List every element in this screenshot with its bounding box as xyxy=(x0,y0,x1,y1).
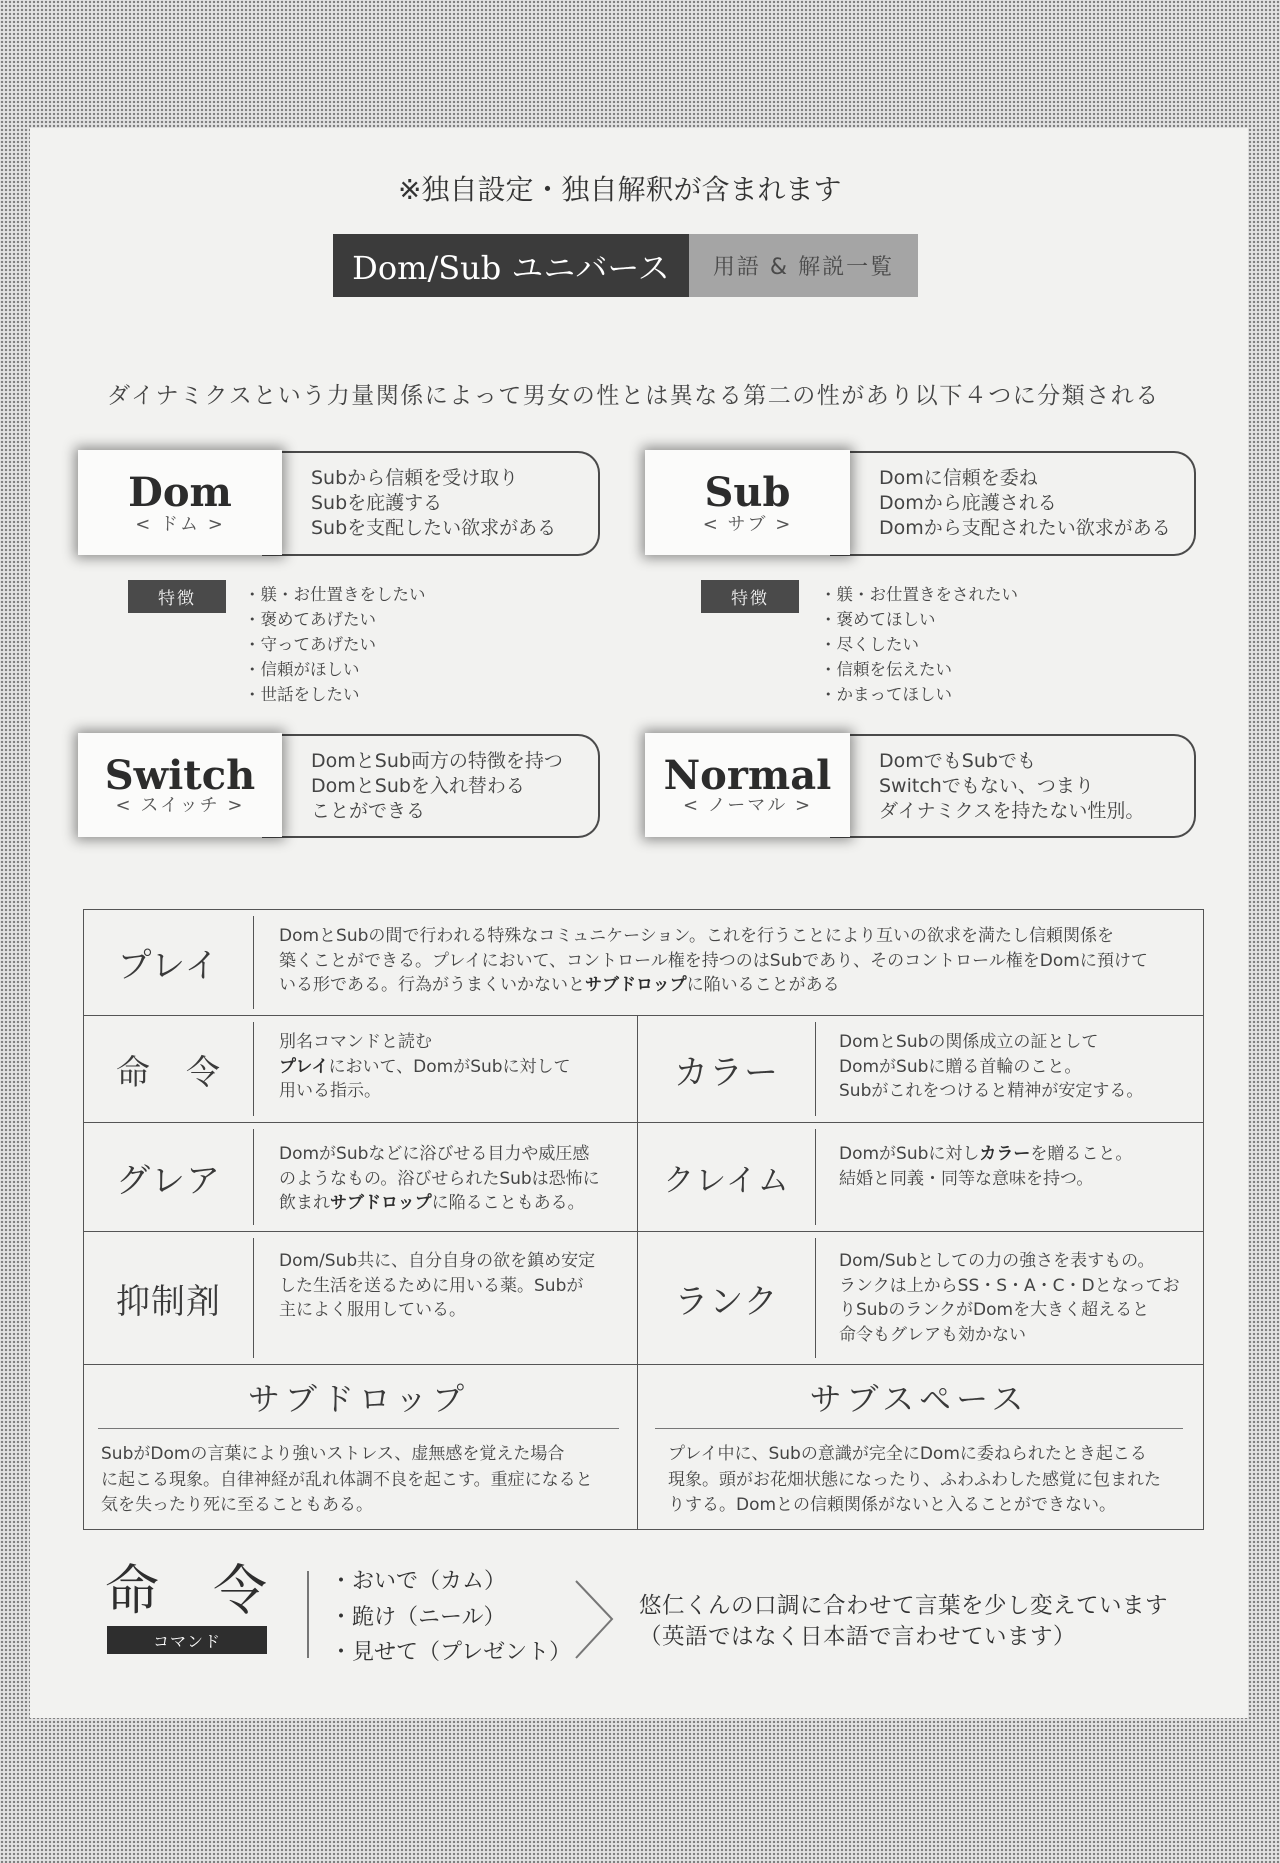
dynamic-name: Sub xyxy=(704,469,791,516)
dynamic-reading: < ノーマル > xyxy=(682,795,813,816)
dynamic-reading: < サブ > xyxy=(702,514,793,535)
description-line xyxy=(279,1055,571,1080)
glossary-description xyxy=(279,1249,595,1323)
description-line: Domから庇護される xyxy=(879,492,1057,514)
description-line: Domに信頼を委ね xyxy=(879,467,1038,489)
description-line: 命令もグレアも効かない xyxy=(839,1324,1026,1345)
title-banner-main: Dom/Sub ユニバース xyxy=(333,234,689,297)
title-banner-sub: 用語 & 解説一覧 xyxy=(689,234,918,297)
description-line: 別名コマンドと読む xyxy=(279,1032,432,1052)
description-line: Subを庇護する xyxy=(311,492,443,514)
command-item: ・おいで（カム） xyxy=(330,1569,507,1594)
command-title: 命 令 xyxy=(105,1559,267,1622)
glossary-cell-command xyxy=(84,1016,637,1122)
bold-term: サブドロップ xyxy=(585,975,687,995)
description-line: プレイ中に、Subの意識が完全にDomに委ねられたとき起こる xyxy=(668,1444,1147,1464)
dynamic-label-normal xyxy=(645,733,850,837)
glossary-row xyxy=(84,1122,1203,1231)
description-line: Subがこれをつけると精神が安定する。 xyxy=(839,1081,1144,1101)
description-line: 気を失ったり死に至ることもある。 xyxy=(101,1495,373,1515)
description-lines xyxy=(879,466,1171,541)
description-line: 結婚と同義・同等な意味を持つ。 xyxy=(839,1168,1094,1189)
dynamic-label-dom xyxy=(78,450,282,555)
description-line: DomとSubを入れ替わる xyxy=(311,775,525,797)
glossary-term: グレア xyxy=(84,1129,254,1225)
trait-item: ・躾・お仕置きをされたい xyxy=(820,585,1018,604)
description-line: 現象。頭がお花畑状態になったり、ふわふわした感覚に包まれた xyxy=(668,1469,1161,1490)
glossary-row xyxy=(84,1364,1203,1529)
dynamic-name: Switch xyxy=(104,752,256,799)
glossary-term: カラー xyxy=(638,1022,816,1116)
dynamic-description-normal xyxy=(830,734,1196,838)
description-line: りする。Domとの信頼関係がないと入ることができない。 xyxy=(668,1495,1117,1515)
text-segment: に陥いることがある xyxy=(686,975,840,995)
glossary-term: ランク xyxy=(638,1238,816,1358)
bold-term: サブドロップ xyxy=(330,1193,432,1213)
text-segment: DomがSubに対し xyxy=(839,1144,980,1164)
description-line: Subから信頼を受け取り xyxy=(311,467,519,489)
glossary-cell-glare xyxy=(84,1123,637,1231)
glossary-term: クレイム xyxy=(638,1129,816,1225)
glossary-description xyxy=(101,1442,593,1519)
description-line: Dom/Subとしての力の強さを表すもの。 xyxy=(839,1251,1155,1271)
trait-item: ・世話をしたい xyxy=(244,685,360,704)
glossary-cell-claim xyxy=(637,1123,1203,1231)
disclaimer-note: ※独自設定・独自解釈が含まれます xyxy=(398,173,842,206)
description-lines xyxy=(879,749,1144,824)
dynamic-label-switch xyxy=(78,733,282,837)
traits-badge-sub: 特徴 xyxy=(701,580,799,613)
glossary-description xyxy=(839,1142,1132,1191)
description-line: ランクは上からSS・S・A・C・Dとなってお xyxy=(839,1275,1180,1296)
glossary-heading: サブドロップ xyxy=(98,1379,619,1429)
glossary-description xyxy=(279,1142,600,1216)
glossary-cell-rank xyxy=(637,1232,1203,1364)
description-lines xyxy=(311,749,563,824)
bold-term: プレイ xyxy=(279,1056,329,1077)
dynamic-description-switch xyxy=(262,734,600,838)
trait-item: ・守ってあげたい xyxy=(244,635,376,654)
command-list xyxy=(330,1564,571,1671)
glossary-description xyxy=(279,924,1148,998)
trait-item: ・信頼を伝えたい xyxy=(820,660,952,679)
text-segment: を贈ること。 xyxy=(1030,1144,1133,1164)
glossary-description xyxy=(668,1442,1161,1519)
description-line: ことができる xyxy=(311,800,426,822)
description-line: Subを支配したい欲求がある xyxy=(311,517,557,539)
description-line: 主によく服用している。 xyxy=(279,1300,466,1320)
text-segment: において、DomがSubに対して xyxy=(328,1056,571,1077)
description-line: に起こる現象。自律神経が乱れ体調不良を起こす。重症になると xyxy=(101,1469,593,1490)
note-line: 悠仁くんの口調に合わせて言葉を少し変えています xyxy=(639,1593,1169,1619)
trait-item: ・褒めてほしい xyxy=(820,610,936,629)
chevron-right-icon xyxy=(570,1575,620,1665)
trait-item: ・信頼がほしい xyxy=(244,660,360,679)
description-line xyxy=(279,1191,600,1216)
glossary-term: 命 令 xyxy=(84,1022,254,1116)
description-line: Dom/Sub共に、自分自身の欲を鎮め安定 xyxy=(279,1251,596,1271)
text-segment: いる形である。行為がうまくいかないと xyxy=(279,975,585,995)
description-line: りSubのランクがDomを大きく超えると xyxy=(839,1300,1150,1320)
glossary-cell-suppressant xyxy=(84,1232,637,1364)
description-line: のようなもの。浴びせられたSubは恐怖に xyxy=(279,1168,600,1189)
dynamic-name: Normal xyxy=(663,752,832,799)
chevron-stroke xyxy=(576,1581,612,1658)
trait-item: ・褒めてあげたい xyxy=(244,610,376,629)
dynamic-description-dom xyxy=(262,451,600,556)
glossary-cell-color xyxy=(637,1016,1203,1122)
description-line: DomがSubなどに浴びせる目力や威圧感 xyxy=(279,1144,590,1164)
glossary-term: プレイ xyxy=(84,916,254,1009)
glossary-description xyxy=(279,1030,571,1104)
dynamic-label-sub xyxy=(645,450,850,555)
glossary-row xyxy=(84,1231,1203,1364)
dynamic-reading: < ドム > xyxy=(135,514,225,535)
description-line xyxy=(279,973,1148,998)
intro-text: ダイナミクスという力量関係によって男女の性とは異なる第二の性があり以下４つに分類される xyxy=(107,383,1160,409)
glossary-table xyxy=(83,909,1204,1530)
dynamic-description-sub xyxy=(830,451,1196,556)
description-line: した生活を送るために用いる薬。Subが xyxy=(279,1275,584,1296)
description-line: DomとSubの関係成立の証として xyxy=(839,1032,1099,1052)
description-line: SubがDomの言葉により強いストレス、虚無感を覚えた場合 xyxy=(101,1444,565,1464)
glossary-cell-subspace xyxy=(637,1365,1203,1529)
description-line: ダイナミクスを持たない性別。 xyxy=(879,800,1145,822)
glossary-heading: サブスペース xyxy=(655,1379,1183,1429)
trait-item: ・躾・お仕置きをしたい xyxy=(244,585,426,604)
bold-term: カラー xyxy=(979,1144,1031,1164)
glossary-description xyxy=(839,1249,1180,1347)
trait-item: ・尽くしたい xyxy=(820,635,919,654)
description-line: DomでもSubでも xyxy=(879,750,1036,772)
command-divider xyxy=(307,1571,309,1658)
dynamic-name: Dom xyxy=(128,469,232,516)
glossary-cell-subdrop xyxy=(84,1365,637,1529)
glossary-row-play xyxy=(84,910,1203,1015)
glossary-term: 抑制剤 xyxy=(84,1238,254,1358)
traits-list-sub xyxy=(820,582,1018,707)
description-line: DomがSubに贈る首輪のこと。 xyxy=(839,1056,1082,1077)
command-item: ・見せて（プレゼント） xyxy=(330,1640,572,1665)
description-line: DomとSubの間で行われる特殊なコミュニケーション。これを行うことにより互いの欲求を満たし信頼関係を xyxy=(279,926,1115,946)
traits-badge-dom: 特徴 xyxy=(128,580,226,613)
description-line: DomとSub両方の特徴を持つ xyxy=(311,750,563,772)
glossary-description xyxy=(839,1030,1143,1104)
note-line: （英語ではなく日本語で言わせています） xyxy=(639,1624,1077,1650)
description-line: Switchでもない、つまり xyxy=(879,775,1094,797)
command-note xyxy=(639,1591,1168,1653)
command-item: ・跪け（ニール） xyxy=(330,1604,506,1630)
description-lines xyxy=(311,466,556,541)
description-line: Domから支配されたい欲求がある xyxy=(879,517,1171,539)
dynamic-reading: < スイッチ > xyxy=(115,795,245,816)
trait-item: ・かまってほしい xyxy=(820,685,952,704)
glossary-row xyxy=(84,1015,1203,1122)
description-line: 用いる指示。 xyxy=(279,1081,381,1101)
description-line xyxy=(839,1142,1132,1167)
command-label: コマンド xyxy=(107,1626,267,1654)
text-segment: に陥ることもある。 xyxy=(431,1193,585,1213)
traits-list-dom xyxy=(244,582,426,707)
description-line: 築くことができる。プレイにおいて、コントロール権を持つのはSubであり、そのコントロール権をDomに預けて xyxy=(279,950,1148,971)
text-segment: 飲まれ xyxy=(279,1193,330,1213)
